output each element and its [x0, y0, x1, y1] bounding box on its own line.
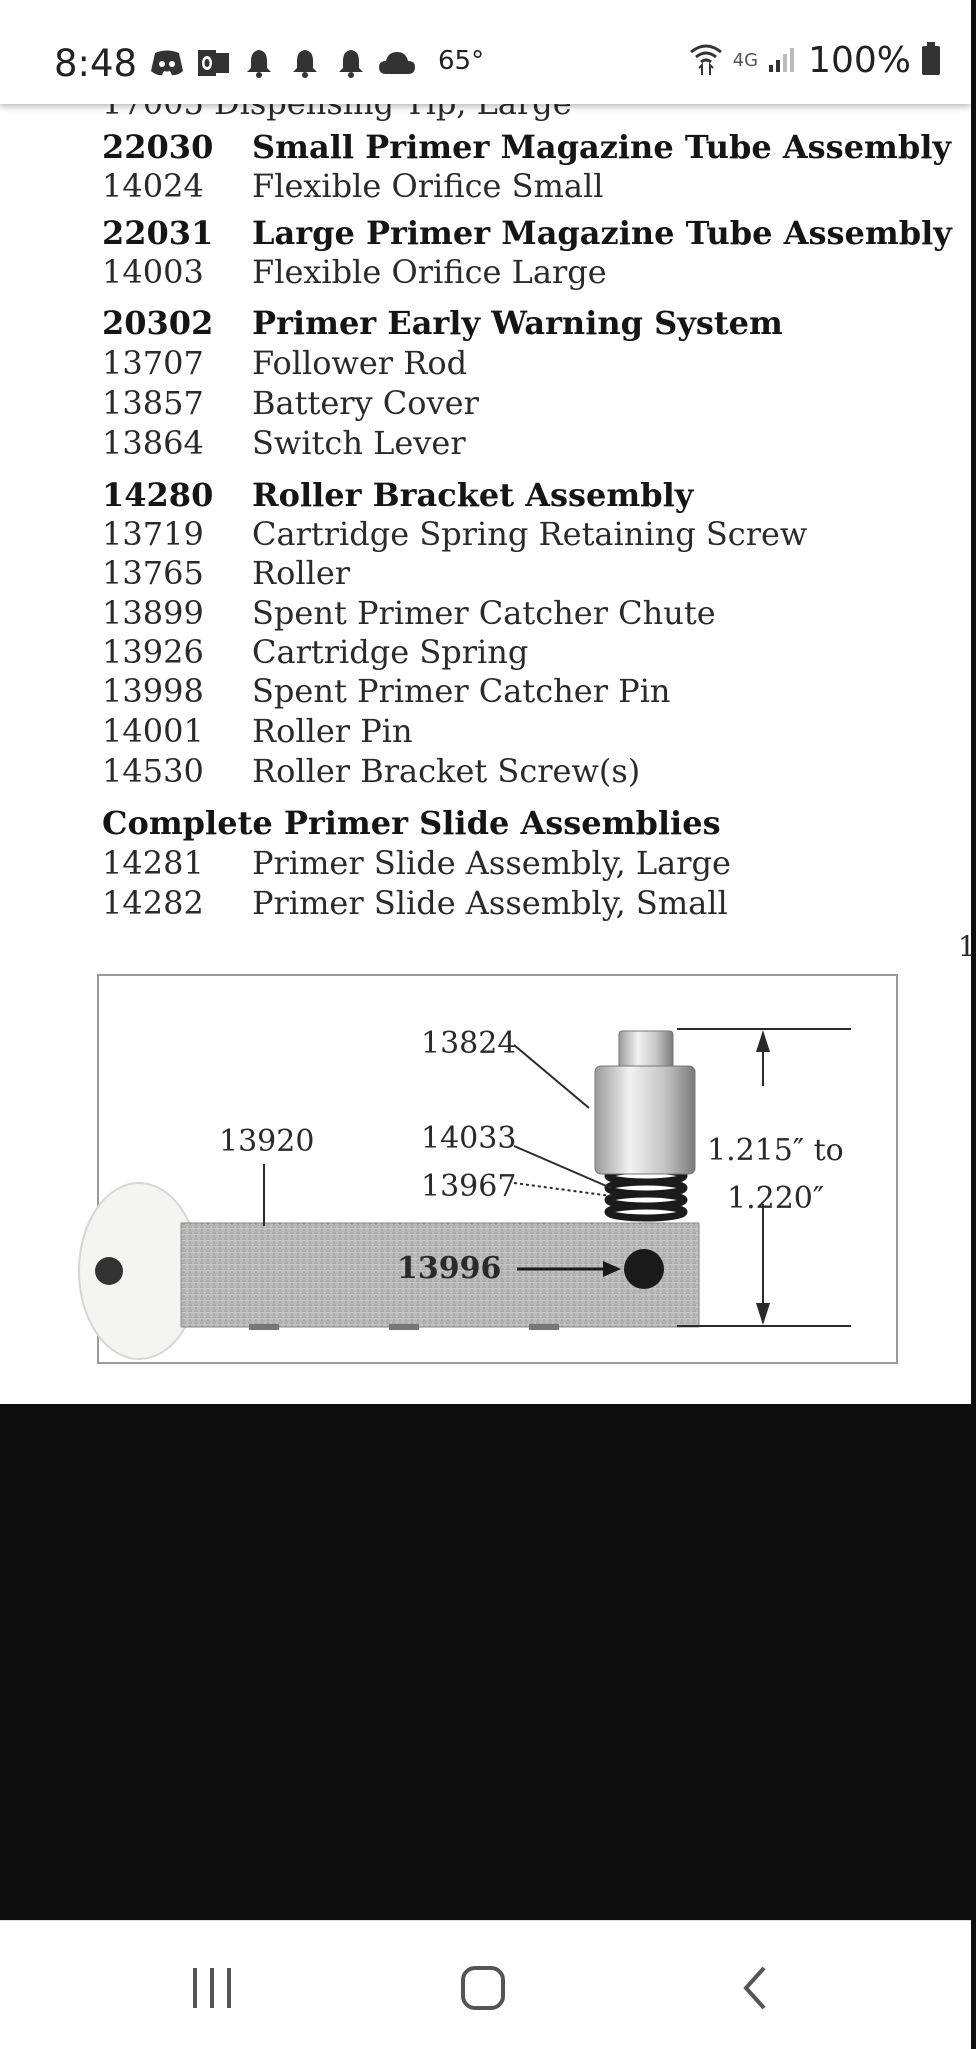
cloud-icon	[378, 44, 416, 82]
part-number: 14280	[102, 476, 214, 514]
part-name: Roller	[252, 554, 351, 592]
part-name: Roller Bracket Assembly	[252, 476, 694, 514]
part-number: 13926	[102, 633, 204, 671]
part-name: Flexible Orifice Small	[252, 167, 604, 205]
bell-icon	[332, 44, 370, 82]
label-bracket: 13920	[219, 1124, 315, 1159]
page-number: 1	[958, 930, 976, 963]
battery-percent: 100%	[808, 40, 911, 81]
part-name: Battery Cover	[252, 384, 479, 422]
empty-viewer-area	[0, 1404, 971, 1920]
part-number: 13899	[102, 594, 204, 632]
part-name: Roller Bracket Screw(s)	[252, 752, 641, 790]
roller-bracket-diagram	[97, 974, 898, 1364]
part-number: 13719	[102, 515, 204, 553]
part-name: Flexible Orifice Large	[252, 253, 607, 291]
system-icons	[689, 40, 941, 81]
part-name: Primer Slide Assembly, Small	[252, 884, 728, 922]
label-pin: 13996	[397, 1251, 502, 1286]
part-name: Primer Slide Assembly, Large	[252, 844, 731, 882]
discord-icon	[148, 44, 186, 82]
back-button[interactable]	[720, 1953, 790, 2023]
part-number: 13998	[102, 672, 204, 710]
bell-icon	[286, 44, 324, 82]
part-number: 14024	[102, 167, 204, 205]
recents-button[interactable]	[177, 1953, 247, 2023]
battery-icon	[921, 42, 941, 80]
part-number: 13864	[102, 424, 204, 462]
part-number: 13707	[102, 344, 204, 382]
part-number: 22030	[102, 128, 214, 166]
home-button[interactable]	[448, 1953, 518, 2023]
recents-icon	[191, 1966, 233, 2010]
dimension-line2: 1.220″	[727, 1181, 825, 1216]
part-name: Large Primer Magazine Tube Assembly	[252, 214, 952, 252]
part-name: Spent Primer Catcher Chute	[252, 594, 716, 632]
part-name: Small Primer Magazine Tube Assembly	[252, 128, 952, 166]
part-name: Cartridge Spring	[252, 633, 529, 671]
part-number: 20302	[102, 304, 214, 342]
network-type: 4G	[732, 50, 759, 71]
part-number: 14282	[102, 884, 204, 922]
part-number: 14530	[102, 752, 204, 790]
part-number: 13857	[102, 384, 204, 422]
navigation-bar	[0, 1920, 971, 2049]
label-spring: 13967	[421, 1169, 517, 1204]
part-number: 14001	[102, 712, 204, 750]
label-spring-top: 14033	[421, 1121, 517, 1156]
home-icon	[460, 1965, 506, 2011]
part-number: 22031	[102, 214, 214, 252]
part-name: Spent Primer Catcher Pin	[252, 672, 671, 710]
part-name: Primer Early Warning System	[252, 304, 783, 342]
part-number: 14281	[102, 844, 204, 882]
part-name: Cartridge Spring Retaining Screw	[252, 515, 808, 553]
part-name: Follower Rod	[252, 344, 468, 382]
part-number: 14003	[102, 253, 204, 291]
status-bar	[0, 0, 971, 104]
status-time: 8:48	[54, 42, 138, 85]
bell-icon	[240, 44, 278, 82]
wifi-icon	[689, 42, 723, 80]
label-cap: 13824	[421, 1026, 517, 1061]
outlook-icon	[194, 44, 232, 82]
complete-heading: Complete Primer Slide Assemblies	[102, 804, 721, 842]
dimension-line1: 1.215″ to	[707, 1133, 844, 1168]
notification-icons	[148, 44, 416, 82]
document-page[interactable]	[0, 104, 976, 1404]
part-name: Switch Lever	[252, 424, 466, 462]
temperature: 65°	[438, 46, 485, 76]
part-number: 13765	[102, 554, 204, 592]
back-icon	[740, 1965, 770, 2011]
signal-icon	[768, 45, 798, 77]
part-name: Roller Pin	[252, 712, 413, 750]
